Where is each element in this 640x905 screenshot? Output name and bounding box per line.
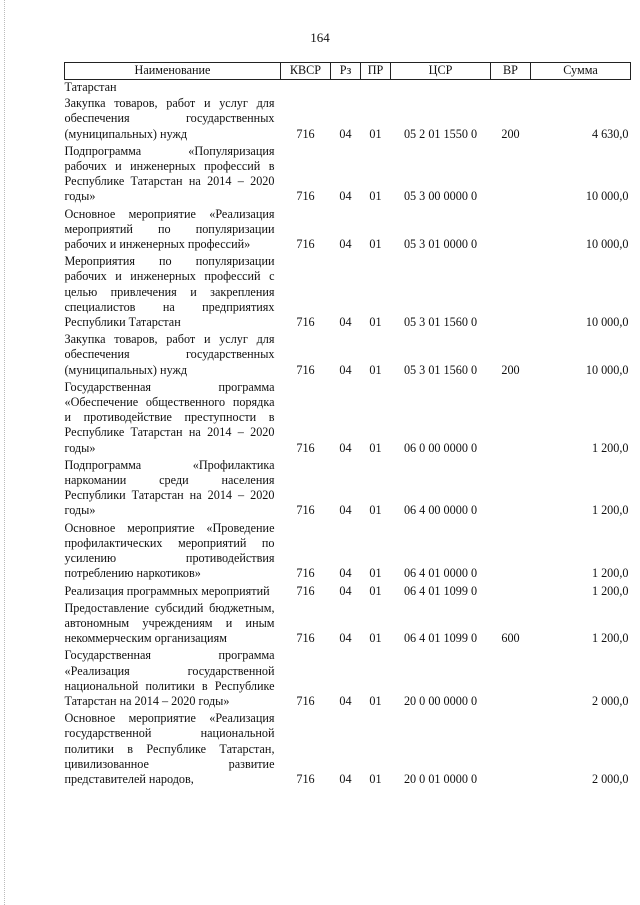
cell-csr: 05 2 01 1550 0 xyxy=(403,126,478,141)
table-row xyxy=(65,254,631,332)
cell-rz: 04 xyxy=(339,583,352,598)
cell-name: Закупка товаров, работ и услуг для обеспечения государственных (муниципальных) нужд xyxy=(64,96,275,141)
table-row xyxy=(65,332,631,380)
cell-sum: 1 200,0 xyxy=(591,566,629,581)
header-pr: ПР xyxy=(361,63,391,80)
cell-vr xyxy=(491,584,531,601)
cell-rz: 04 xyxy=(339,440,352,455)
cell-kvsr: 716 xyxy=(296,126,315,141)
cell-rz: 04 xyxy=(339,315,352,330)
cell-vr xyxy=(491,648,531,711)
cell-rz: 04 xyxy=(339,189,352,204)
cell-name: Мероприятия по популяризации рабочих и инженерных профессий с целью привлечения и закрепления специалистов на предприятиях Республики Татарстан xyxy=(64,254,275,330)
table-body xyxy=(65,80,631,790)
budget-table xyxy=(64,62,631,789)
cell-pr: 01 xyxy=(369,503,382,518)
table-row xyxy=(65,648,631,711)
header-sum: Сумма xyxy=(531,63,631,80)
table-row xyxy=(65,207,631,255)
cell-kvsr: 716 xyxy=(296,237,315,252)
cell-pr: 01 xyxy=(369,237,382,252)
cell-pr: 01 xyxy=(369,362,382,377)
cell-sum: 1 200,0 xyxy=(591,631,629,646)
cell-vr xyxy=(491,380,531,458)
cell-csr: 06 4 01 0000 0 xyxy=(403,566,478,581)
cell-sum: 1 200,0 xyxy=(591,583,629,598)
cell-vr: 200 xyxy=(501,126,520,141)
cell-pr: 01 xyxy=(369,440,382,455)
header-vr: ВР xyxy=(491,63,531,80)
cell-csr: 05 3 00 0000 0 xyxy=(403,189,478,204)
cell-rz xyxy=(331,80,361,97)
cell-csr: 06 0 00 0000 0 xyxy=(403,440,478,455)
cell-name: Основное мероприятие «Проведение профилактических мероприятий по усилению противодействия потреблению наркотиков» xyxy=(64,520,275,581)
cell-sum: 2 000,0 xyxy=(591,693,629,708)
page-edge-line xyxy=(4,0,6,905)
table-row xyxy=(65,584,631,601)
cell-rz: 04 xyxy=(339,631,352,646)
cell-rz: 04 xyxy=(339,503,352,518)
cell-pr: 01 xyxy=(369,126,382,141)
cell-pr: 01 xyxy=(369,315,382,330)
cell-rz: 04 xyxy=(339,693,352,708)
cell-sum: 10 000,0 xyxy=(585,315,629,330)
cell-rz: 04 xyxy=(339,237,352,252)
cell-sum: 4 630,0 xyxy=(591,126,629,141)
header-kvsr: КВСР xyxy=(281,63,331,80)
cell-vr xyxy=(491,144,531,207)
cell-csr xyxy=(391,80,491,97)
table-header-row xyxy=(65,63,631,80)
table-row xyxy=(65,80,631,97)
cell-pr: 01 xyxy=(369,771,382,786)
cell-kvsr: 716 xyxy=(296,315,315,330)
cell-vr xyxy=(491,458,531,521)
cell-name: Татарстан xyxy=(64,80,117,94)
table-row xyxy=(65,380,631,458)
cell-sum: 10 000,0 xyxy=(585,362,629,377)
cell-name: Государственная программа «Обеспечение общественного порядка и противодействие преступности в Республике Татарстан на 2014 – 2020 годы» xyxy=(64,379,275,455)
cell-name: Подпрограмма «Популяризация рабочих и инженерных профессий в Республике Татарстан на 2014 – 2020 годы» xyxy=(64,143,275,204)
cell-vr xyxy=(491,711,531,789)
cell-kvsr: 716 xyxy=(296,771,315,786)
cell-csr: 06 4 01 1099 0 xyxy=(403,631,478,646)
cell-vr xyxy=(491,521,531,584)
cell-pr xyxy=(361,80,391,97)
cell-sum: 1 200,0 xyxy=(591,440,629,455)
cell-pr: 01 xyxy=(369,566,382,581)
cell-vr: 200 xyxy=(501,362,520,377)
cell-kvsr: 716 xyxy=(296,631,315,646)
cell-name: Основное мероприятие «Реализация мероприятий по популяризации рабочих и инженерных профессий» xyxy=(64,206,275,252)
cell-pr: 01 xyxy=(369,583,382,598)
cell-rz: 04 xyxy=(339,566,352,581)
cell-pr: 01 xyxy=(369,189,382,204)
cell-vr xyxy=(491,80,531,97)
cell-kvsr xyxy=(281,80,331,97)
cell-kvsr: 716 xyxy=(296,583,315,598)
cell-name: Закупка товаров, работ и услуг для обеспечения государственных (муниципальных) нужд xyxy=(64,332,275,377)
cell-vr xyxy=(491,207,531,255)
table-row xyxy=(65,96,631,144)
cell-csr: 20 0 01 0000 0 xyxy=(403,771,478,786)
header-rz: Рз xyxy=(331,63,361,80)
cell-kvsr: 716 xyxy=(296,693,315,708)
cell-kvsr: 716 xyxy=(296,440,315,455)
cell-sum xyxy=(531,80,631,97)
cell-name: Предоставление субсидий бюджетным, автономным учреждениям и иным некоммерческим организациям xyxy=(64,600,275,646)
cell-rz: 04 xyxy=(339,362,352,377)
cell-csr: 05 3 01 1560 0 xyxy=(403,315,478,330)
cell-kvsr: 716 xyxy=(296,503,315,518)
table-row xyxy=(65,711,631,789)
cell-name: Подпрограмма «Профилактика наркомании среди населения Республики Татарстан на 2014 – 2020 годы» xyxy=(64,457,275,518)
page-number: 164 xyxy=(310,30,330,45)
cell-csr: 05 3 01 1560 0 xyxy=(403,362,478,377)
cell-name: Реализация программных мероприятий xyxy=(64,583,270,598)
cell-name: Основное мероприятие «Реализация государственной национальной политики в Республике Татарстан, цивилизованное развитие представителей народов, xyxy=(64,711,275,786)
cell-csr: 05 3 01 0000 0 xyxy=(403,237,478,252)
header-csr: ЦСР xyxy=(391,63,491,80)
cell-sum: 1 200,0 xyxy=(591,503,629,518)
table-row xyxy=(65,144,631,207)
table-row xyxy=(65,458,631,521)
cell-name: Государственная программа «Реализация государственной национальной политики в Республике Татарстан на 2014 – 2020 годы» xyxy=(64,648,275,708)
cell-csr: 06 4 01 1099 0 xyxy=(403,583,478,598)
cell-kvsr: 716 xyxy=(296,189,315,204)
cell-pr: 01 xyxy=(369,693,382,708)
cell-sum: 10 000,0 xyxy=(585,237,629,252)
cell-vr xyxy=(491,254,531,332)
cell-csr: 20 0 00 0000 0 xyxy=(403,693,478,708)
header-name: Наименование xyxy=(65,63,281,80)
cell-kvsr: 716 xyxy=(296,566,315,581)
cell-csr: 06 4 00 0000 0 xyxy=(403,503,478,518)
cell-vr: 600 xyxy=(501,631,520,646)
cell-rz: 04 xyxy=(339,126,352,141)
cell-pr: 01 xyxy=(369,631,382,646)
cell-sum: 10 000,0 xyxy=(585,189,629,204)
cell-rz: 04 xyxy=(339,771,352,786)
cell-kvsr: 716 xyxy=(296,362,315,377)
table-row xyxy=(65,521,631,584)
table-row xyxy=(65,601,631,649)
cell-sum: 2 000,0 xyxy=(591,771,629,786)
